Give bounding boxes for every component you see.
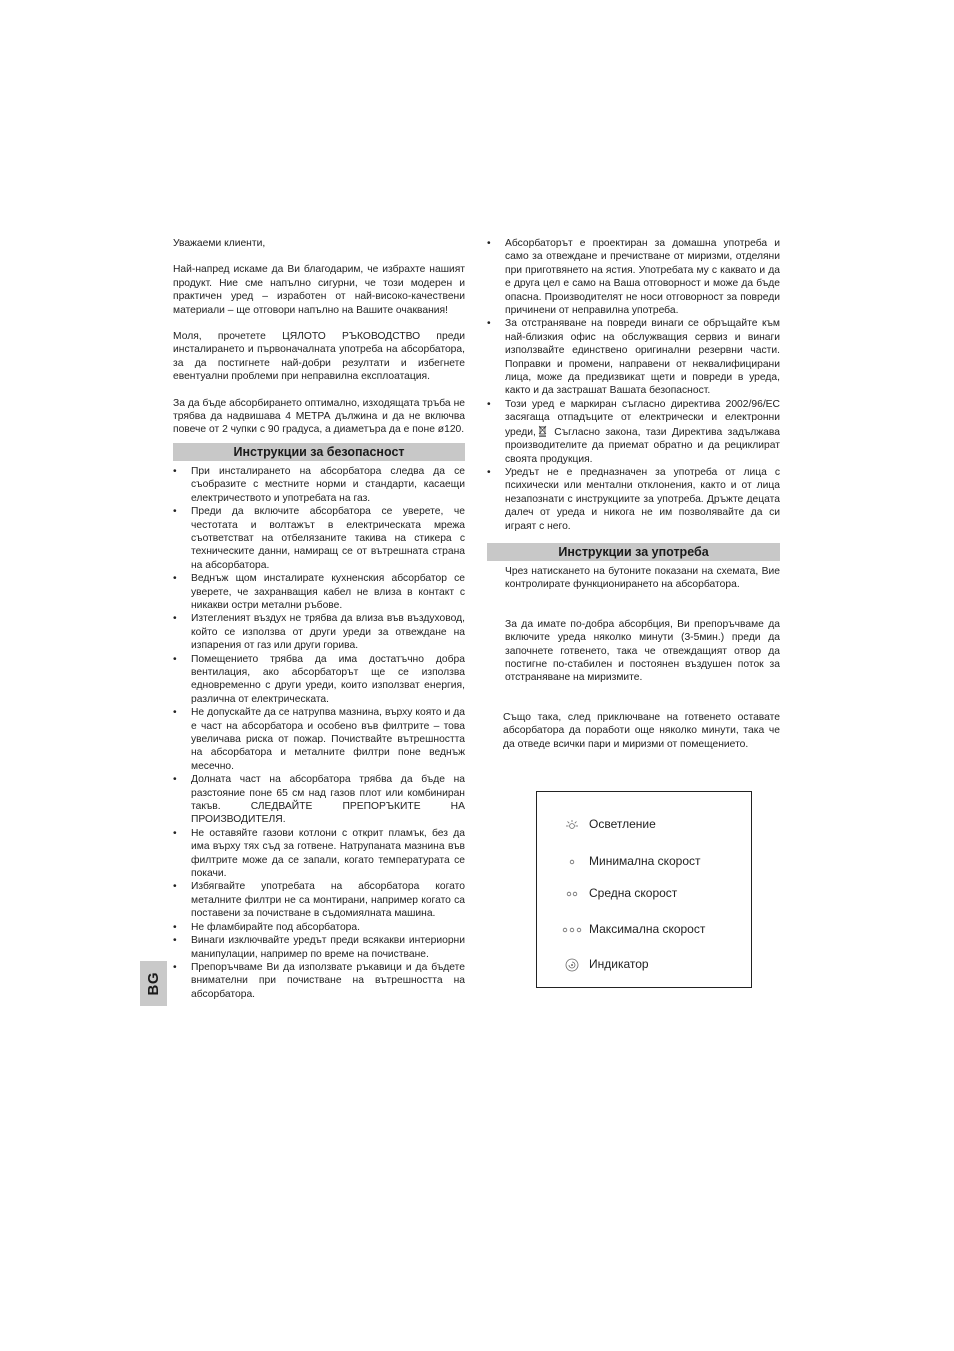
- weee-text-2: Съгласно закона, тази Директива задължава производителите да приемат обратно и да рециклират своята продукция.: [505, 426, 780, 465]
- light-icon: [557, 819, 587, 831]
- controls-legend: [536, 791, 752, 988]
- right-column: [487, 237, 780, 751]
- language-tab: [140, 961, 167, 1006]
- list-item: • Избягвайте употребата на абсорбатора когато металните филтри не са монтирани, например когато са поставени за почистване в съдомиялната машина.: [173, 880, 465, 920]
- intro-paragraph-2: Моля, прочетете ЦЯЛОТО РЪКОВОДСТВО преди инсталирането и първоначалната употреба на абсорбатора, за да постигнете най-добри резултати и избегнете евентуални проблеми при неправилна експлоатация.: [173, 331, 465, 383]
- list-item: • Абсорбаторът е проектиран за домашна употреба и само за отвеждане и пречистване от миризми, отделяни при приготвянето на ястия. Употребата му с каквато и да е друга цел е само на Ваша отговорност и може да бъде опасна. Производителят не носи отговорност за повреди причинени от неправилна употреба.: [487, 237, 780, 317]
- legend-label: Максимална скорост: [589, 922, 706, 937]
- usage-paragraph-1: Чрез натискането на бутоните показани на схемата, Вие контролирате функционирането на абсорбатора.: [505, 565, 780, 591]
- list-item: • Не фламбирайте под абсорбатора.: [173, 921, 465, 934]
- list-item: • Винаги изключвайте уредът преди всякакви интериорни манипулации, например по време на почистване.: [173, 934, 465, 961]
- general-list: [487, 237, 780, 533]
- list-item: • При инсталирането на абсорбатора следва да се съобразите с местните норми и стандарти, касаещи електричеството и употребата на газ.: [173, 465, 465, 505]
- intro-paragraph-1: Най-напред искаме да Ви благодарим, че избрахте нашият продукт. Ние сме напълно сигурни, че този модерен и практичен уред – изработен от най-високо-качествени материали – ще отговори напълно на Вашите очаквания!: [173, 264, 465, 316]
- list-item: • Долната част на абсорбатора трябва да бъде на разстояние поне 65 см над газов плот или комбиниран такъв. СЛЕДВАЙТЕ ПРЕПОРЪКИТЕ НА ПРОИЗВОДИТЕЛЯ.: [173, 773, 465, 827]
- list-item: • Уредът не е предназначен за употреба от лица с психически или ментални отклонения, както и от лица незапознати с инструкциите за употреба. Дръжте децата далеч от уреда и никога не им позволявайте да си играят с него.: [487, 466, 780, 533]
- intro-paragraph-3: За да бъде абсорбирането оптимално, изходящата тръба не трябва да надвишава 4 МЕТРА дължина и да не включва повече от 2 чупки с 90 градуса, а диаметъра да е поне ø120.: [173, 397, 465, 436]
- legend-label: Минимална скорост: [589, 854, 701, 869]
- list-item: • Препоръчваме Ви да използвате ръкавици и да бъдете внимателни при почистване на вътрешността на абсорбатора.: [173, 961, 465, 1001]
- speed-mid-icon: [557, 890, 587, 898]
- speed-max-icon: [557, 926, 587, 934]
- legend-label: Осветление: [589, 817, 656, 832]
- legend-label: Индикатор: [589, 957, 649, 972]
- usage-section-title: Инструкции за употреба: [487, 543, 780, 561]
- legend-label: Средна скорост: [589, 886, 678, 901]
- weee-text: Този уред е маркиран съгласно директива 2002/96/ЕС засягаща отпадъците от електрически и електронни уреди,: [505, 398, 780, 438]
- weee-bin-icon: [538, 425, 547, 437]
- legend-row-max-speed: [537, 920, 751, 940]
- list-item-weee: [487, 398, 780, 466]
- greeting: Уважаеми клиенти,: [173, 238, 266, 249]
- usage-paragraph-2: За да имате по-добра абсорбция, Ви препоръчваме да включите уреда няколко минути (3-5мин.) преди да започнете готвенето, така че отвеждащият отвор да постигне по-стабилен и постоянен въздушен поток за отстраняване на миризмите.: [505, 618, 780, 684]
- safety-section-title: Инструкции за безопасност: [173, 443, 465, 461]
- list-item: • Веднъж щом инсталирате кухненския абсорбатор се уверете, че захранващия кабел не влиза в контакт с никакви остри метални ръбове.: [173, 572, 465, 612]
- list-item: • Не оставяйте газови котлони с открит пламък, без да има върху тях съд за готвене. Натрупаната мазнина във филтрите може да се запали, когато температурата се покачи.: [173, 827, 465, 881]
- usage-paragraph-3: Също така, след приключване на готвенето оставате абсорбатора да поработи още няколко минути, така че да отведе всички пари и миризми от помещението.: [503, 711, 780, 750]
- indicator-icon: [557, 957, 587, 973]
- list-item: • Помещението трябва да има достатъчно добра вентилация, ако абсорбаторът ще се използва едновременно с други уреди, които използват енергия, различна от електрическата.: [173, 653, 465, 707]
- speed-min-icon: [557, 858, 587, 866]
- list-item: • За отстраняване на повреди винаги се обръщайте към най-близкия офис на обслужващия сервиз и винаги използвайте единствено оригинални резервни части. Поправки и промени, направени от неквалифицирани лица, може да предизвикат щети и повреди в уреда, както и да застрашат Вашата безопасност.: [487, 317, 780, 397]
- left-column: [173, 237, 465, 1001]
- legend-row-mid-speed: [537, 884, 751, 904]
- safety-list: [173, 465, 465, 1001]
- list-item: • Изтегленият въздух не трябва да влиза във въздуховод, който се използва от други уреди за отвеждане на изпарения от газ или други горива.: [173, 612, 465, 652]
- list-item: • Преди да включите абсорбатора се уверете, че честотата и волтажът в електрическата мрежа съответстват на отбелязаните такива на стикера с техническите данни, намиращ се от вътрешната страна на абсорбатора.: [173, 505, 465, 572]
- list-item: • Не допускайте да се натрупва мазнина, върху която и да е част на абсорбатора и особено във филтрите – това увеличава риска от пожар. Почиствайте вътрешността на абсорбатора и металните филтри поне веднъж месечно.: [173, 706, 465, 773]
- legend-row-light: [537, 815, 751, 835]
- legend-row-indicator: [537, 955, 751, 975]
- language-tab-label: BG: [144, 971, 162, 996]
- legend-row-min-speed: [537, 852, 751, 872]
